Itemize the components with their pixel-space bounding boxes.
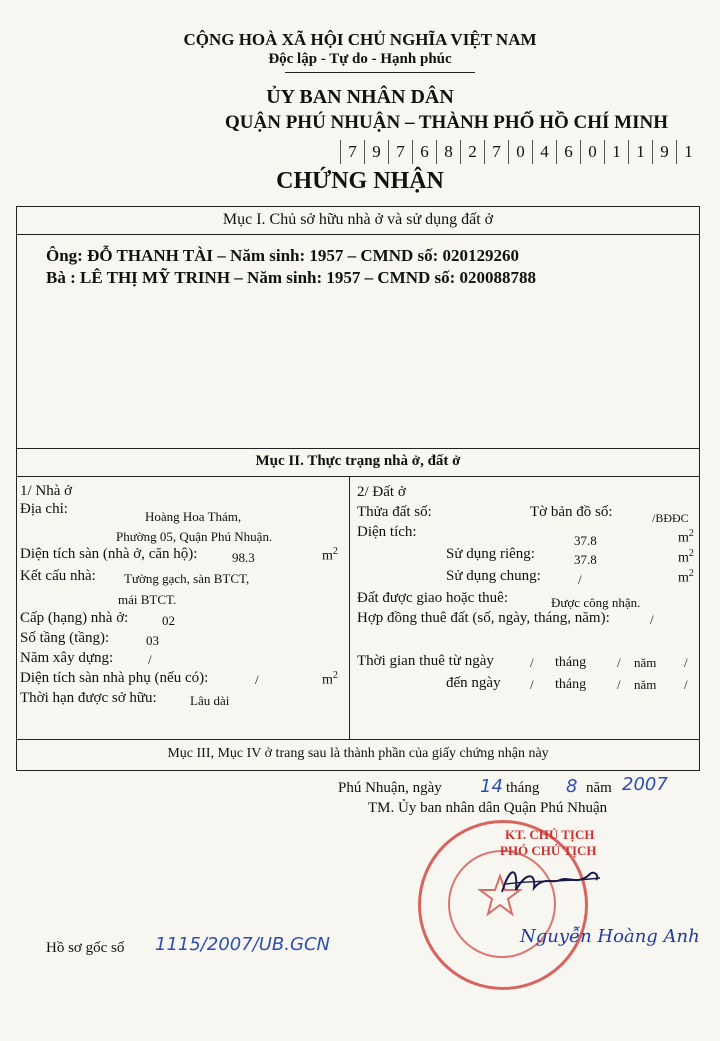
annex-area-value: / (255, 672, 259, 687)
section2-divider (16, 476, 699, 477)
signer-role-1: KT. CHỦ TỊCH (505, 827, 595, 842)
private-use-unit: $m^2$ (678, 548, 694, 566)
floors-value: 03 (146, 633, 159, 648)
grade-value: 02 (162, 613, 175, 628)
section2-heading: Mục II. Thực trạng nhà ở, đất ở (255, 453, 461, 469)
owner-2: Bà : LÊ THỊ MỸ TRINH – Năm sinh: 1957 – CMND số: 020088788 (46, 268, 537, 287)
lease-from-month: / (617, 655, 621, 670)
address-line2: Phường 05, Quận Phú Nhuận. (116, 529, 273, 544)
date-month-label: tháng (506, 780, 540, 796)
authority-line1: ỦY BAN NHÂN DÂN (266, 86, 454, 108)
lease-to-month: / (617, 677, 621, 692)
owner-1: Ông: ĐỖ THANH TÀI – Năm sinh: 1957 – CMND số: 020129260 (46, 246, 520, 265)
lease-to-month-label: tháng (555, 677, 587, 692)
grade-label: Cấp (hạng) nhà ở: (20, 610, 129, 626)
section2-column-divider (349, 476, 350, 739)
ownership-term-label: Thời hạn được sở hữu: (20, 690, 157, 706)
map-sheet-label: Tờ bản đồ số: (530, 504, 613, 520)
date-year-label: năm (586, 780, 612, 796)
land-area-label: Diện tích: (357, 524, 417, 540)
plot-number-label: Thửa đất số: (357, 504, 432, 520)
section1-divider (16, 234, 699, 235)
signer-name: Nguyễn Hoàng Anh (520, 926, 700, 947)
shared-use-value: / (578, 572, 582, 587)
structure-line2: mái BTCT. (118, 592, 177, 607)
year-built-value: / (148, 652, 152, 667)
lease-from-month-label: tháng (555, 655, 587, 670)
lease-to-day: / (530, 677, 534, 692)
private-use-label: Sử dụng riêng: (446, 546, 535, 562)
issuing-org: TM. Ủy ban nhân dân Quận Phú Nhuận (368, 800, 608, 816)
lease-contract-label: Hợp đồng thuê đất (số, ngày, tháng, năm): (357, 610, 610, 626)
signer-role-2: PHÓ CHỦ TỊCH (500, 843, 597, 858)
lease-from-year-label: năm (634, 655, 657, 670)
motto: Độc lập - Tự do - Hạnh phúc (268, 51, 452, 67)
annex-area-label: Diện tích sàn nhà phụ (nếu có): (20, 670, 209, 686)
map-sheet-value: /BĐĐC (652, 511, 689, 525)
date-day: 14 (480, 776, 503, 797)
lease-to-label: đến ngày (446, 675, 501, 691)
lease-contract-value: / (650, 612, 654, 627)
floors-label: Số tầng (tầng): (20, 630, 110, 646)
lease-to-year-label: năm (634, 677, 657, 692)
date-place: Phú Nhuận, ngày (338, 780, 442, 796)
motto-underline (285, 72, 475, 73)
footer-note: Mục III, Mục IV ở trang sau là thành phần của giấy chứng nhận này (167, 746, 549, 761)
structure-line1: Tường gạch, sàn BTCT, (124, 571, 250, 586)
address-line1: Hoàng Hoa Thám, (145, 509, 242, 524)
lease-from-label: Thời gian thuê từ ngày (357, 653, 494, 669)
land-area-value: 37.8 (574, 533, 597, 548)
shared-use-label: Sử dụng chung: (446, 568, 541, 584)
serial-number: 7 9 7 6 8 2 7 0 4 6 0 1 1 9 1 (340, 140, 700, 164)
private-use-value: 37.8 (574, 552, 597, 567)
lease-to-year: / (684, 677, 688, 692)
date-month: 8 (566, 776, 578, 797)
document-title: CHỨNG NHẬN (276, 168, 444, 194)
allocation-value: Được công nhận. (551, 595, 641, 610)
year-built-label: Năm xây dựng: (20, 650, 114, 666)
lease-from-day: / (530, 655, 534, 670)
record-number: 1115/2007/UB.GCN (155, 934, 330, 955)
lease-from-year: / (684, 655, 688, 670)
allocation-label: Đất được giao hoặc thuê: (357, 590, 509, 606)
address-label: Địa chỉ: (20, 501, 68, 517)
record-label: Hồ sơ gốc số (46, 940, 125, 956)
floor-area-unit: $m^2$ (322, 546, 338, 564)
footer-divider (16, 739, 699, 740)
annex-area-unit: $m^2$ (322, 670, 338, 688)
land-title: 2/ Đất ở (357, 484, 406, 500)
country-name: CỘNG HOÀ XÃ HỘI CHỦ NGHĨA VIỆT NAM (183, 30, 537, 49)
structure-label: Kết cấu nhà: (20, 568, 96, 584)
ownership-term-value: Lâu dài (190, 693, 230, 708)
shared-use-unit: $m^2$ (678, 568, 694, 586)
section2-top-divider (16, 448, 699, 449)
land-area-unit: $m^2$ (678, 528, 694, 546)
authority-line2: QUẬN PHÚ NHUẬN – THÀNH PHỐ HỒ CHÍ MINH (225, 112, 668, 133)
date-year: 2007 (622, 774, 668, 795)
floor-area-label: Diện tích sàn (nhà ở, căn hộ): (20, 546, 198, 562)
house-title: 1/ Nhà ở (20, 483, 73, 499)
floor-area-value: 98.3 (232, 550, 255, 565)
handwritten-signature (496, 862, 606, 902)
section1-heading: Mục I. Chủ sở hữu nhà ở và sử dụng đất ở (222, 211, 494, 228)
